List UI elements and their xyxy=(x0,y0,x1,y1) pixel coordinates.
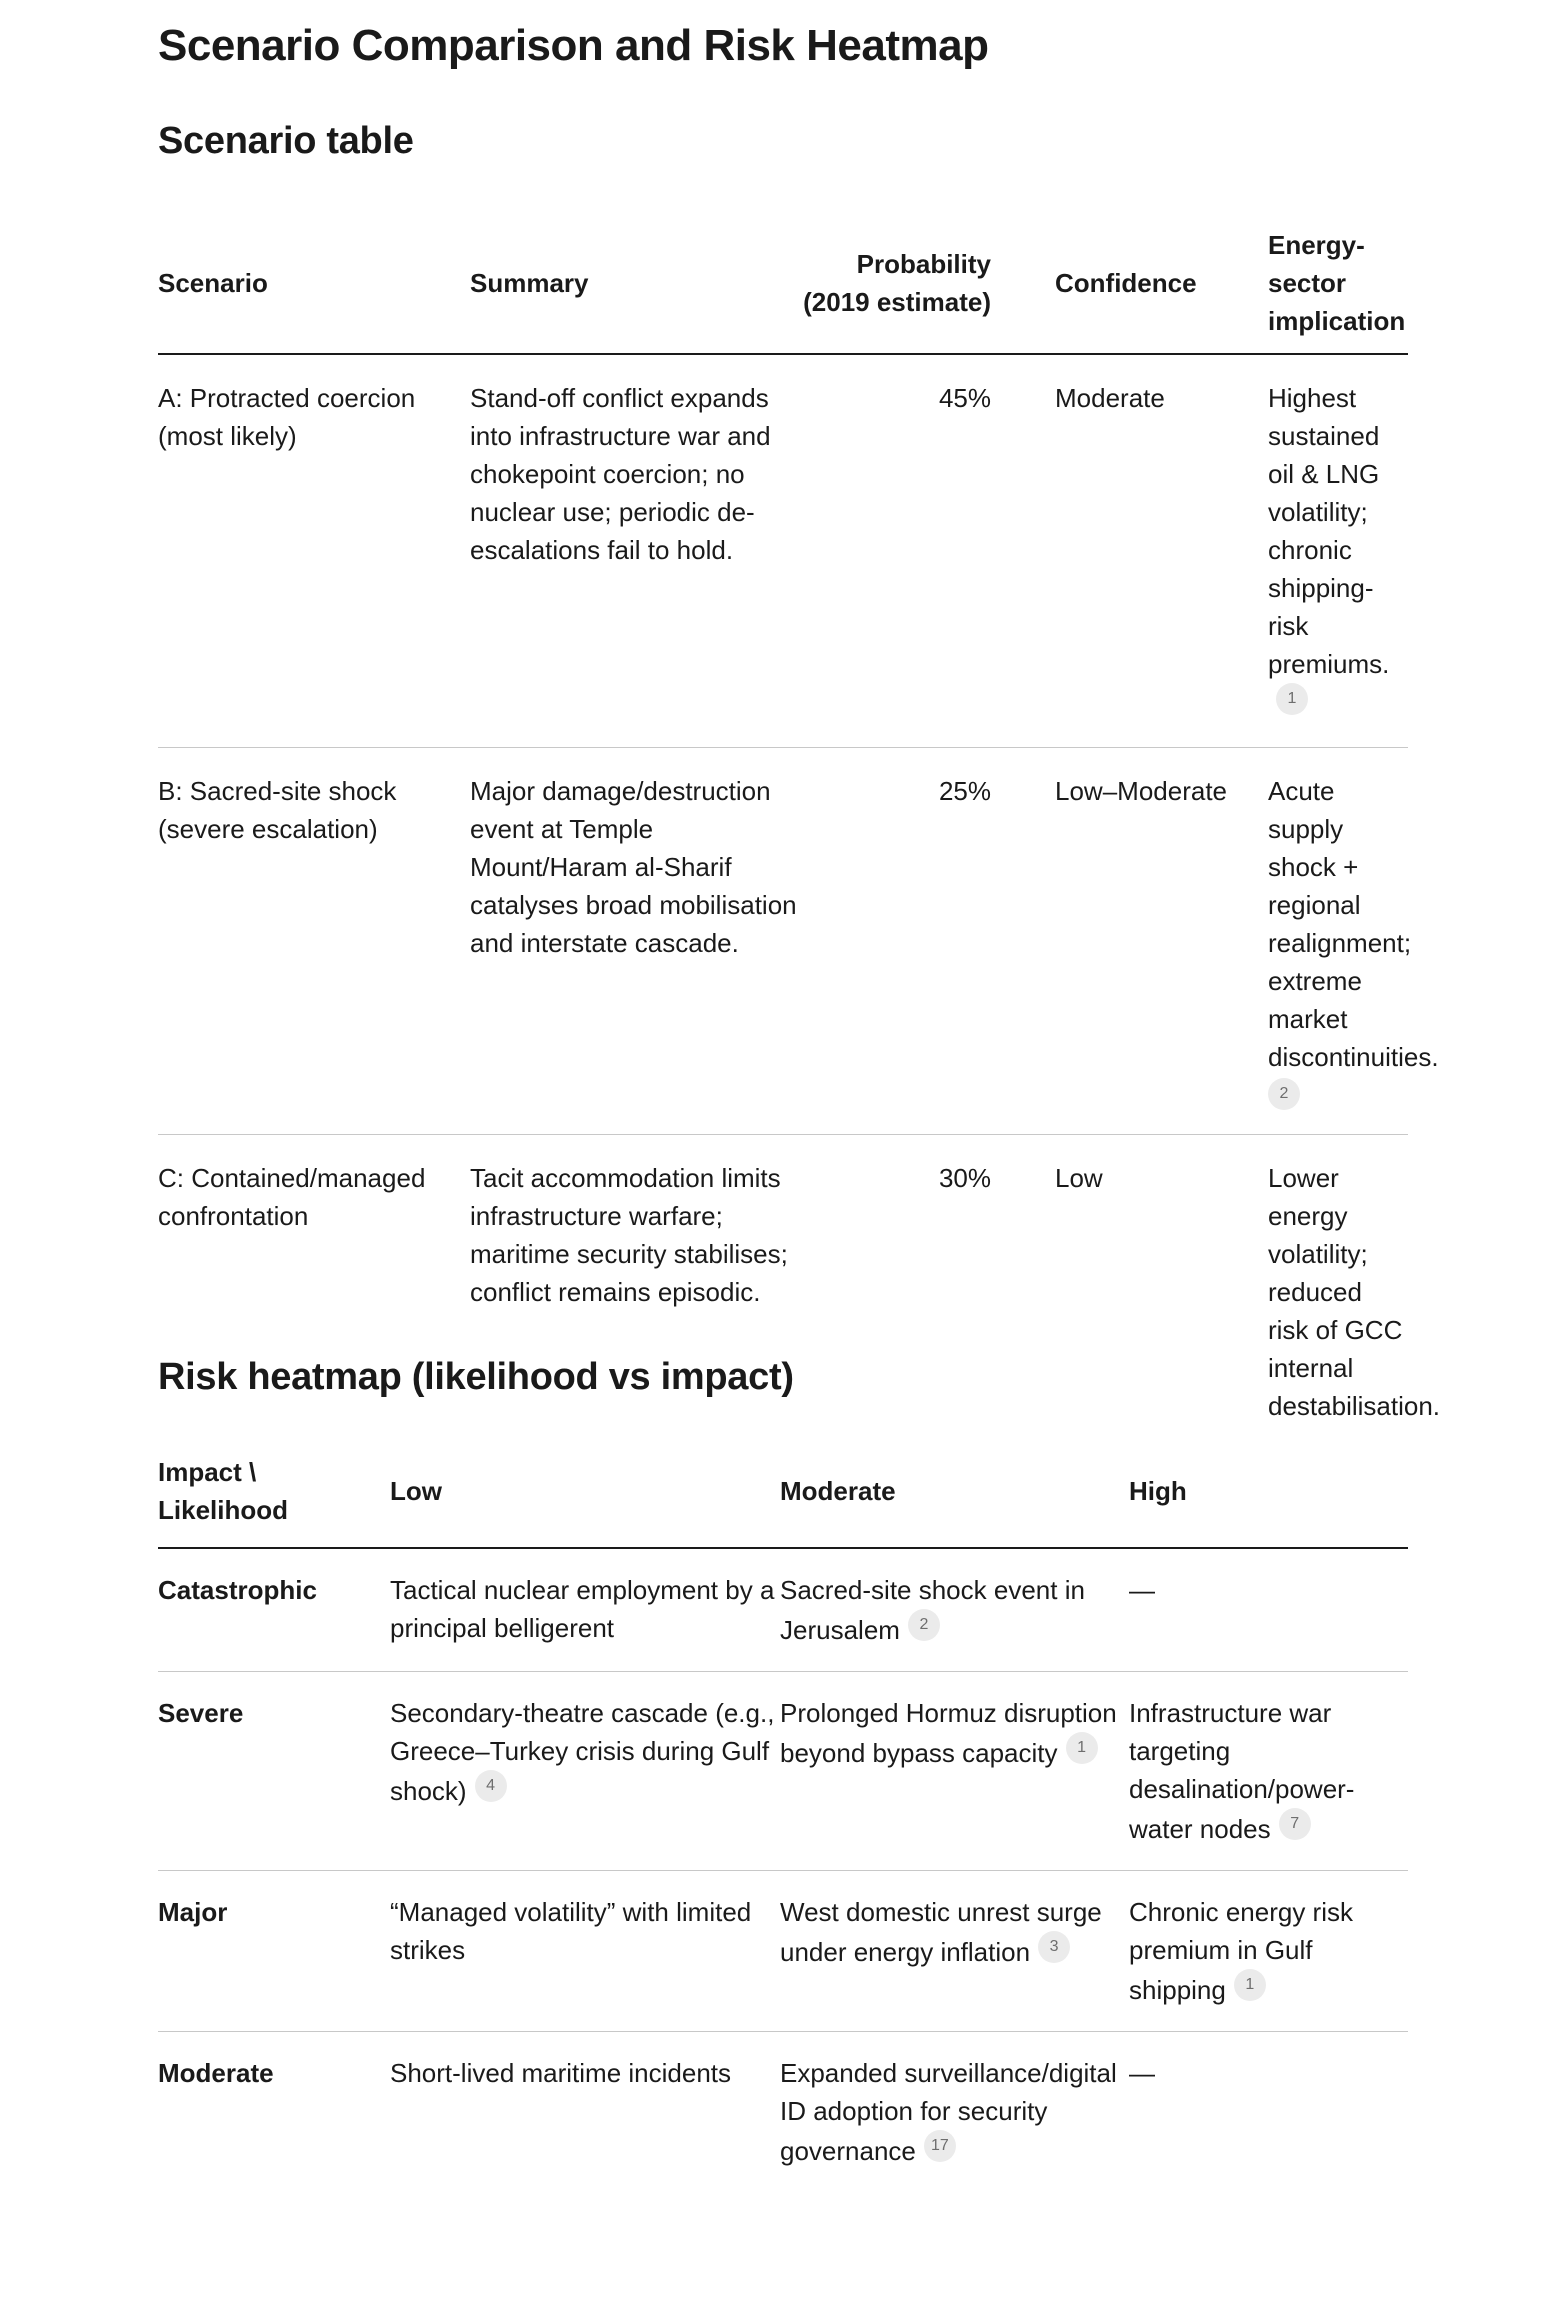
citation-link[interactable]: 1 xyxy=(1234,1969,1266,2001)
scenario-name: A: Protracted coercion (most likely) xyxy=(158,383,416,451)
cell-text: Prolonged Hormuz disruption beyond bypass capacity xyxy=(780,1698,1117,1768)
cell-text: Infrastructure war targeting desalination/power-water nodes xyxy=(1129,1698,1355,1844)
impact-label: Moderate xyxy=(158,2058,274,2088)
scenario-probability: 25% xyxy=(938,776,991,806)
table-row xyxy=(158,354,1408,748)
heat-cell-low: “Managed volatility” with limited strikes xyxy=(390,1897,752,1965)
scenario-summary: Major damage/destruction event at Temple Mount/Haram al-Sharif catalyses broad mobilisation and interstate cascade. xyxy=(470,776,797,958)
table-row xyxy=(158,1871,1408,2032)
col-high: High xyxy=(1129,1475,1187,1506)
scenario-probability: 45% xyxy=(938,383,991,413)
implication-text: Acute supply shock + regional realignment; extreme market discontinuities. xyxy=(1268,776,1439,1072)
table-row xyxy=(158,1548,1408,1672)
heat-cell-low xyxy=(390,1672,780,1871)
impact-label: Catastrophic xyxy=(158,1575,317,1605)
col-confidence: Confidence xyxy=(1055,267,1197,298)
scenario-name: C: Contained/managed confrontation xyxy=(158,1163,426,1231)
col-probability: Probability (2019 estimate) xyxy=(803,248,991,317)
page-title: Scenario Comparison and Risk Heatmap xyxy=(158,21,989,70)
heat-cell-high: — xyxy=(1129,1575,1155,1605)
cell-text: Secondary-theatre cascade (e.g., Greece–Turkey crisis during Gulf shock) xyxy=(390,1698,775,1806)
heat-cell-moderate xyxy=(780,1548,1129,1672)
heat-cell-low: Tactical nuclear employment by a principal belligerent xyxy=(390,1575,775,1643)
risk-heatmap-table xyxy=(158,1434,1408,2192)
scenario-summary: Stand-off conflict expands into infrastructure war and chokepoint coercion; no nuclear use; periodic de-escalations fail to hold. xyxy=(470,383,771,565)
col-scenario: Scenario xyxy=(158,267,268,298)
scenario-name: B: Sacred-site shock (severe escalation) xyxy=(158,776,397,844)
citation-link[interactable]: 3 xyxy=(1038,1931,1070,1963)
heat-cell-high xyxy=(1129,1871,1408,2032)
citation-link[interactable]: 1 xyxy=(1066,1732,1098,1764)
table-row xyxy=(158,1672,1408,1871)
heat-cell-moderate xyxy=(780,1672,1129,1871)
scenario-table-header xyxy=(158,212,1408,354)
heat-cell-moderate xyxy=(780,1871,1129,2032)
scenario-probability: 30% xyxy=(938,1163,991,1193)
table-row xyxy=(158,748,1408,1135)
heat-cell-high: — xyxy=(1129,2058,1155,2088)
heatmap-heading: Risk heatmap (likelihood vs impact) xyxy=(158,1356,794,1398)
heat-cell-low: Short-lived maritime incidents xyxy=(390,2058,732,2088)
citation-link[interactable]: 2 xyxy=(1268,1078,1300,1110)
heat-cell-moderate xyxy=(780,2032,1129,2193)
col-moderate: Moderate xyxy=(780,1475,896,1506)
heat-cell-high xyxy=(1129,1672,1408,1871)
impact-label: Severe xyxy=(158,1698,244,1728)
scenario-confidence: Moderate xyxy=(1055,383,1165,413)
col-implication: Energy-sector implication xyxy=(1268,229,1406,336)
impact-label: Major xyxy=(158,1897,228,1927)
col-impact-likelihood: Impact \ Likelihood xyxy=(158,1456,288,1525)
col-low: Low xyxy=(390,1475,442,1506)
implication-text: Highest sustained oil & LNG volatility; chronic shipping-risk premiums. xyxy=(1268,383,1390,679)
scenario-implication: Lower energy volatility; reduced risk of GCC internal destabilisation. xyxy=(1268,1163,1440,1421)
scenario-confidence: Low xyxy=(1055,1163,1103,1193)
scenario-confidence: Low–Moderate xyxy=(1055,776,1227,806)
cell-text: Sacred-site shock event in Jerusalem xyxy=(780,1575,1085,1645)
table-row xyxy=(158,2032,1408,2193)
scenario-implication xyxy=(1268,354,1408,748)
col-summary: Summary xyxy=(470,267,589,298)
citation-link[interactable]: 1 xyxy=(1276,683,1308,715)
cell-text: West domestic unrest surge under energy inflation xyxy=(780,1897,1102,1967)
citation-link[interactable]: 2 xyxy=(908,1609,940,1641)
scenario-table-heading: Scenario table xyxy=(158,120,414,162)
cell-text: Expanded surveillance/digital ID adoption for security governance xyxy=(780,2058,1117,2166)
citation-link[interactable]: 4 xyxy=(475,1770,507,1802)
scenario-implication xyxy=(1268,748,1439,1135)
scenario-table xyxy=(158,212,1440,1449)
scenario-summary: Tacit accommodation limits infrastructure warfare; maritime security stabilises; conflict remains episodic. xyxy=(470,1163,788,1307)
cell-text: Chronic energy risk premium in Gulf shipping xyxy=(1129,1897,1353,2005)
citation-link[interactable]: 7 xyxy=(1279,1808,1311,1840)
citation-link[interactable]: 17 xyxy=(924,2130,956,2162)
heatmap-header xyxy=(158,1434,1408,1548)
